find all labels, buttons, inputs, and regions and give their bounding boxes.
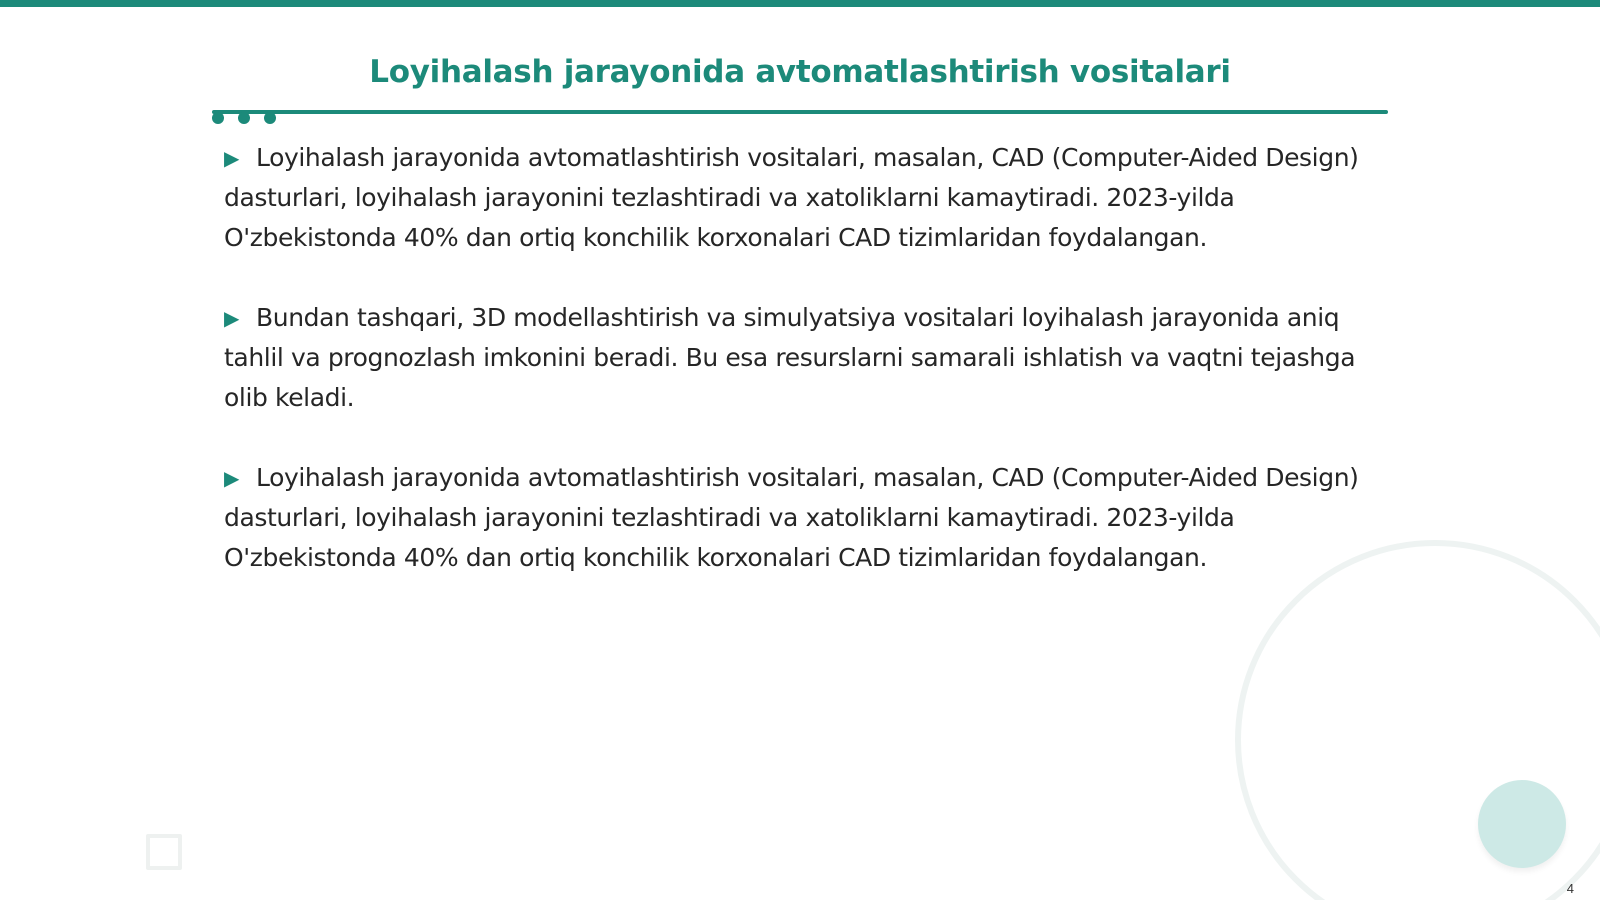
bullet-paragraph (224, 298, 1384, 418)
top-accent-bar (0, 0, 1600, 7)
underline-dot (238, 112, 250, 124)
bullet-paragraph (224, 138, 1384, 258)
triangle-bullet-icon: ▶ (224, 306, 239, 330)
decorative-square (146, 834, 182, 870)
triangle-bullet-icon: ▶ (224, 146, 239, 170)
slide-title: Loyihalash jarayonida avtomatlashtirish vositalari (369, 54, 1231, 90)
underline-dot (212, 112, 224, 124)
bullet-text: Loyihalash jarayonida avtomatlashtirish vositalari, masalan, CAD (Computer-Aided Design) dasturlari, loyihalash jarayonini tezlashtiradi va xatoliklarni kamaytiradi. 2023-yilda O'zbekistonda 40% dan ortiq konchilik korxonalari CAD tizimlaridan foydalangan. (224, 143, 1359, 252)
decorative-circle (1478, 780, 1566, 868)
page-number: 4 (1566, 881, 1574, 896)
triangle-bullet-icon: ▶ (224, 466, 239, 490)
title-underline (212, 110, 1388, 114)
bullet-paragraph (224, 458, 1384, 578)
bullet-list (224, 138, 1384, 618)
bullet-text: Bundan tashqari, 3D modellashtirish va simulyatsiya vositalari loyihalash jarayonida aniq tahlil va prognozlash imkonini beradi. Bu esa resurslarni samarali ishlatish va vaqtni tejashga olib keladi. (224, 303, 1356, 412)
underline-dot (264, 112, 276, 124)
bullet-text: Loyihalash jarayonida avtomatlashtirish vositalari, masalan, CAD (Computer-Aided Design) dasturlari, loyihalash jarayonini tezlashtiradi va xatoliklarni kamaytiradi. 2023-yilda O'zbekistonda 40% dan ortiq konchilik korxonalari CAD tizimlaridan foydalangan. (224, 463, 1359, 572)
